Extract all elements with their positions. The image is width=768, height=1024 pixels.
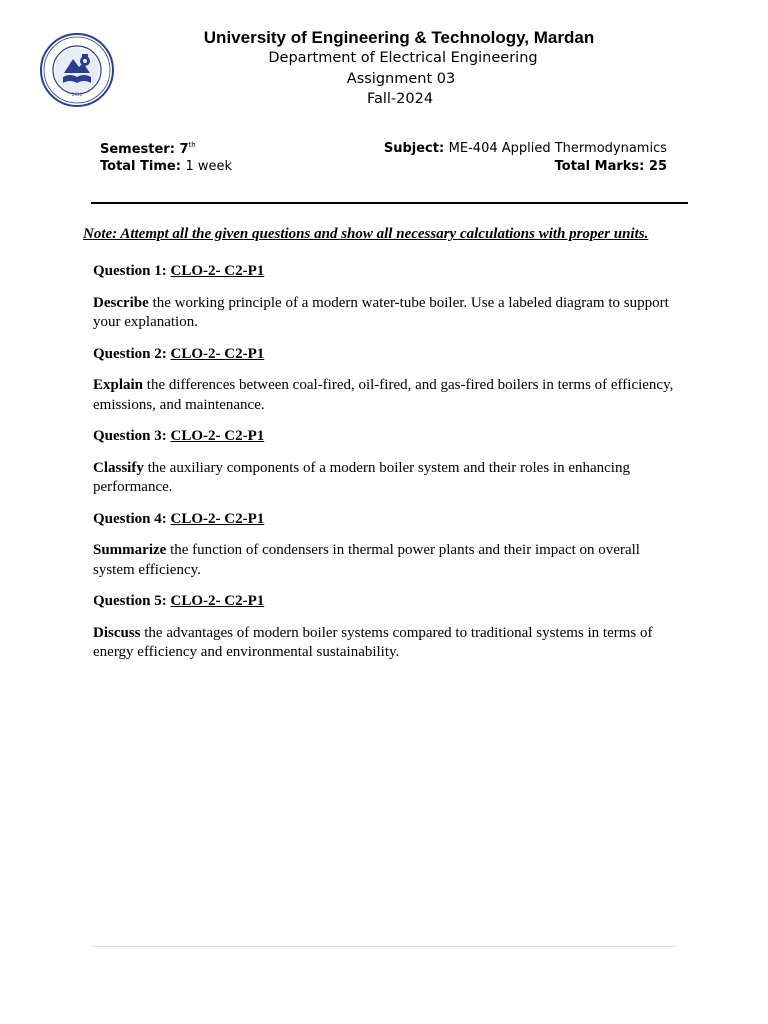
question-label: Question 4:	[93, 510, 171, 527]
question-text	[93, 376, 683, 415]
semester	[100, 141, 196, 157]
svg-text:2016: 2016	[71, 92, 83, 97]
total-marks-value: 25	[648, 159, 667, 174]
question-3	[93, 427, 683, 498]
question-text	[93, 541, 683, 580]
question-list	[93, 262, 683, 675]
question-body: the advantages of modern boiler systems compared to traditional systems in terms of energy efficiency and environmental sustainability.	[93, 624, 653, 660]
semester-suffix: th	[188, 141, 196, 149]
question-label: Question 2:	[93, 345, 171, 362]
question-text	[93, 624, 683, 663]
question-verb: Discuss	[93, 624, 141, 641]
subject-value: ME-404 Applied Thermodynamics	[448, 141, 667, 156]
subject	[384, 141, 667, 156]
question-verb: Explain	[93, 377, 144, 393]
total-time-value: 1 week	[185, 159, 233, 174]
university-name: University of Engineering & Technology, Mardan	[203, 28, 595, 47]
question-label: Question 5:	[93, 593, 171, 609]
question-label: Question 1:	[93, 263, 171, 279]
department-name: Department of Electrical Engineering	[268, 50, 538, 66]
semester-label: Semester:	[100, 142, 180, 157]
semester-value: 7	[179, 142, 189, 157]
question-text	[93, 459, 683, 498]
note: Note: Attempt all the given questions and show all necessary calculations with proper units.	[83, 226, 649, 242]
question-5	[93, 592, 683, 663]
assignment-title: Assignment 03	[346, 71, 456, 87]
term: Fall-2024	[366, 91, 434, 107]
question-4	[93, 510, 683, 581]
question-verb: Summarize	[93, 542, 167, 558]
total-marks-label: Total Marks:	[554, 159, 649, 174]
question-1	[93, 262, 683, 333]
question-verb: Classify	[93, 459, 144, 476]
question-body: the differences between coal-fired, oil-fired, and gas-fired boilers in terms of efficiency, emissions, and maintenance.	[93, 377, 674, 413]
question-body: the working principle of a modern water-tube boiler. Use a labeled diagram to support your explanation.	[93, 294, 669, 330]
question-text	[93, 294, 683, 333]
total-time-label: Total Time:	[100, 159, 186, 174]
question-clo: CLO-2- C2-P1	[170, 428, 265, 444]
question-clo: CLO-2- C2-P1	[170, 345, 265, 362]
question-verb: Describe	[93, 294, 149, 311]
question-body: the function of condensers in thermal power plants and their impact on overall system efficiency.	[93, 542, 640, 578]
header-divider	[91, 202, 688, 204]
question-heading	[93, 427, 683, 447]
question-heading	[93, 510, 683, 530]
question-2	[93, 345, 683, 416]
question-label: Question 3:	[93, 428, 171, 444]
question-heading	[93, 262, 683, 282]
question-clo: CLO-2- C2-P1	[170, 263, 265, 279]
question-body: the auxiliary components of a modern boiler system and their roles in enhancing performance.	[93, 459, 630, 495]
subject-label: Subject:	[383, 141, 449, 156]
total-time	[100, 159, 232, 174]
question-clo: CLO-2- C2-P1	[170, 593, 265, 609]
question-clo: CLO-2- C2-P1	[170, 510, 265, 527]
footer-divider	[93, 946, 675, 947]
question-heading	[93, 592, 683, 612]
total-marks	[555, 159, 667, 174]
question-heading	[93, 345, 683, 365]
